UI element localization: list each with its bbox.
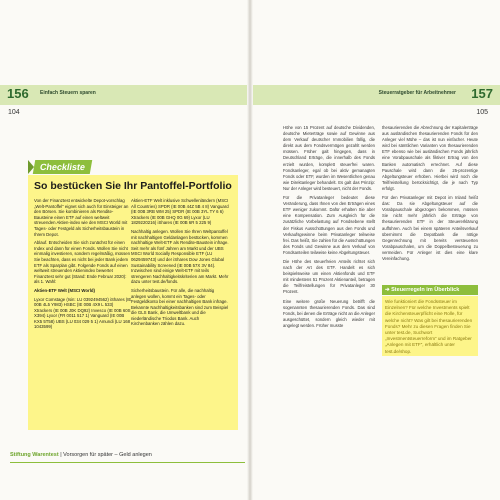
footer-divider <box>10 462 245 463</box>
right-column-2 <box>382 125 478 265</box>
hint-box-heading <box>382 285 478 295</box>
footer-brand: Stiftung Warentest <box>10 452 59 458</box>
footer-text: | Vorsorgen für später – Geld anlegen <box>60 452 152 458</box>
checklist-paragraph: Nachhaltig anlegen. Wollen Sie Ihren Weltpantoffel mit nachhaltigen Geldanlagen bestücken, kommen nachhaltige Welt-ETF als Rendite-Baustein infrage. Seit mehr als fünf Jahren am Markt und der UBS MSCI World Socially Responsible ETF (LU 0629459743) und der iShares Dow Jones Global Sustainability Screened (IE 00B 57X 3V 84). Inzwischen sind einige Welt-ETF mit teils strengeren Nachhaltigkeitskriterien am Markt. Mehr dazu unter test.de/fonds. <box>131 228 229 285</box>
hint-heading-text: Steuerregeln im Überblick <box>391 287 460 293</box>
right-column-1 <box>283 125 375 332</box>
right-header-bar <box>253 85 500 105</box>
body-paragraph: Für die Privatanleger bedeutet diese Veränderung, dass Ihnen von den Erträgen eines ETF weniger zukommt. Dafür erhalten Sie aber eine Kompensation. Zum Ausgleich für die zusätzliche Vorbelastung auf Fondsebene stellt der Fiskus Ausschüttungen aus den Fonds und Verkaufsgewinne beim Privatanleger teilweise frei. Das heißt, Sie zahlen für die Ausschüttungen des Fonds und Gewinne aus dem Verkauf von Fondsanteilen teilweise keine Abgeltungsteuer. <box>283 195 375 255</box>
left-inner-page-number: 104 <box>8 109 20 116</box>
checklist-title: So bestücken Sie Ihr Pantoffel-Portfolio <box>34 180 232 192</box>
checklist-column-2 <box>131 198 229 330</box>
book-gutter <box>247 0 253 500</box>
checklist-subheading: Aktien-ETF Welt (MSCI World) <box>34 287 95 293</box>
checklist-paragraph: Ablauf. Entscheiden Sie sich zunächst für einen Index und dann für einen Fonds. Wollen Sie nicht einmalig investieren, sondern regelmäßig, müssen Sie beachten, dass es nicht bei jeder Bank jedem ETF als Sparplan gibt. Folgende Fonds auf einen weltweit streuenden Aktienindex bewertet Finanztest sehr gut (Stand: Ende Februar 2020): als 1. Wahl: <box>34 240 131 285</box>
body-paragraph: Höhe von 15 Prozent auf deutsche Dividenden, deutsche Mieterträge sowie auf Gewinne aus dem Verkauf deutscher Immobilien fällig, die direkt aus dem Fondsvermögen gezahlt werden müssen. Früher galt hingegen, dass in Deutschland Erträge, die innerhalb des Fonds erzielt wurden, komplett steuerfrei waren. Fondsanleger, egal ob bei aktiv gemanagten Fonds oder ETF, wurden im Wesentlichen genau wie Direktanleger behandelt. Es galt das Prinzip: Nur der Anleger wird besteuert, nicht der Fonds. <box>283 125 375 191</box>
checklist-tab: Checkliste <box>33 160 92 174</box>
body-paragraph: Die Höhe des steuerfreien Anteils richtet sich nach der Art des ETF. Handelt es sich beispielsweise um einen Aktienfonds und ETF mit mindestens 51 Prozent Aktienanteil, betragen die Teilfreistellungen für Privatanleger 30 Prozent. <box>283 258 375 295</box>
arrow-right-icon: ➔ <box>385 287 392 293</box>
hint-box: Wie funktioniert die Fondssteuer im Einzelnen? Für welche Investments spielt die Kirchensteuerpflicht eine Rolle, für welche nicht? Was gilt bei thesaurierenden Fonds? Mehr zu diesen Fragen finden Sie unter test.de, Suchwort „Investmentsteuerreform“ und im Ratgeber „Anlegen mit ETF“, erhältlich unter test.de/shop. <box>382 296 478 356</box>
left-running-head: Einfach Steuern sparen <box>40 90 96 96</box>
checklist-paragraph: Sicherheitsbaustein. Für alle, die nachhaltig anlegen wollen, kommt ein Tages- oder Festgeldkonto bei einer nachhaltigen Bank infrage. Bekannte Nachhaltigkeitsbanken sind zum Beispiel die GLS Bank, die Umweltbank und die niederländische Triodos Bank. Auch Kirchenbanken zählen dazu. <box>131 287 229 327</box>
checklist-paragraph: Von der Finanztest entwickelte Depot-vorschlag „Welt-Pantoffel“ eignet sich auch für Einsteiger an den Börsen. Sie kombinieren als Rendite-Bausteine einen ETF auf einen weltweit streuenden Aktien-index wie den MSCI World mit Tages- oder Festgeld als Sicherheitsbaustein in Ihrem Depot. <box>34 198 129 237</box>
checklist-paragraph: Aktien-ETF Welt inklusive Schwellenländern (MSCI All Countries) SPDR (IE 00B 44Z 5B 4 8) Vanguard (IE 00B 3RB WM 25) SPDR (IE 00B 3YL TY 6 6) Xtrackers (IE 00B GHQ 0G 69) Lyxor (LU 1829220216) iShares (IE 00B 6R 5 225 9) <box>131 198 229 226</box>
checklist-paragraph: Lyxor Comstage (Isin: LU 0392494562) iShares (IE 00B 4L5 Y983) HSBC (IE 00B 4X9 L 533) Xtrackers (IE 00B J0K DQ92) Invesco (IE 00B 60S X394) Lyxor (FR 0011 517 1) Vanguard (IE 00B KX5 5T58) UBS (LU 034 029 5 1) Amundi (LU 168 1043599) <box>34 296 132 330</box>
body-paragraph: Eine weitere große Neuerung betrifft die sogenannten thesaurierenden Fonds. Das sind Fonds, bei denen die Erträge nicht an die Anleger ausgeschüttet, sondern gleich wieder mit angelegt werden. Früher musste <box>283 298 375 328</box>
body-paragraph: Für den Privatanleger mit Depot im Inland heißt das: Da sie Abgeltungsteuer auf die Vorabpauschale abgezogen bekommen, müssen Sie nicht mehr jährlich die Erträge von thesaurierenden ETF in der Steuererklärung aufführen. Auch bei einem späteren Anteilsverkauf übernimmt die Depotbank die nötige Gegenrechnung mit bereits versteuerten Vorabpauschalen, um die Doppelbesteuerung zu vermeiden. Für Anleger ist dies eine klare Vereinfachung. <box>382 195 478 261</box>
left-footer <box>10 452 152 458</box>
right-page-number: 157 <box>471 86 493 101</box>
left-header-bar <box>0 85 247 105</box>
right-running-head: Steuerratgeber für Arbeitnehmer <box>378 90 456 96</box>
right-inner-page-number: 105 <box>476 109 488 116</box>
checklist-column-1 <box>34 198 132 333</box>
left-page-number: 156 <box>7 86 29 101</box>
body-paragraph: thesaurierenden die Abrechnung der Kapitalerträge aus ausländischen thesaurierenden Fonds für den Anleger viel Mühe – das ist nun einfacher. Heute wird bei sämtlichen Varianten von thesaurierenden ETF ebenso wie bei ausländischen Fonds jährlich eine Vorabpauschale als fiktiver Ertrag von den Banken automatisch errechnet. Auf diese Pauschale wird dann die 25-prozentige Abgeltungsteuer erhoben. Hierbei wird noch die Teilfreistellung berücksichtigt, die je nach Typ erfolgt. <box>382 125 478 191</box>
